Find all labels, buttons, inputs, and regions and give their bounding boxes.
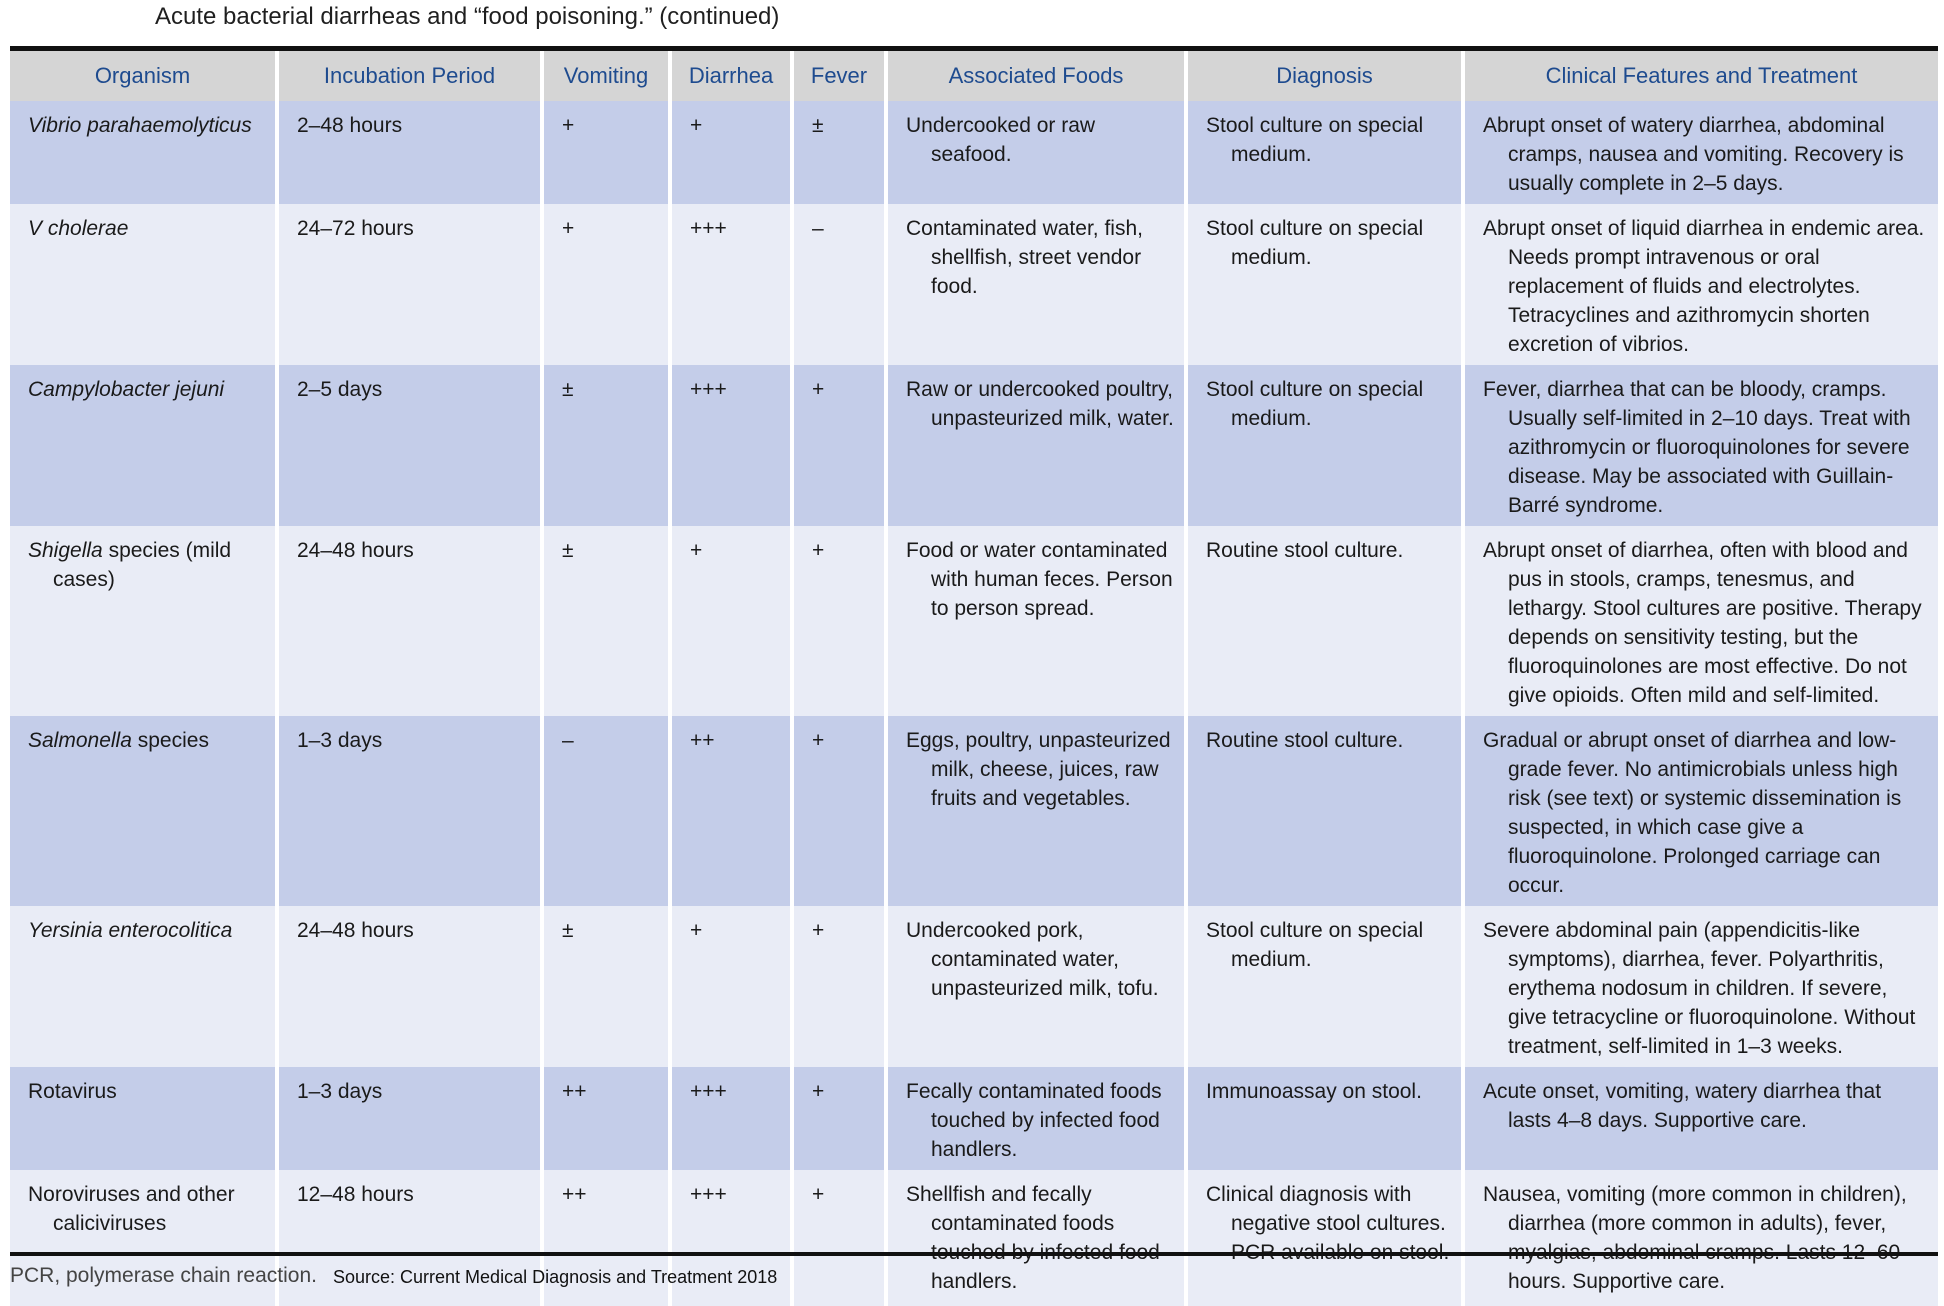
vomiting-cell: – (542, 716, 670, 906)
diagnosis-cell (1186, 716, 1463, 906)
clinical-text: Nausea, vomiting (more common in children), diarrhea (more common in adults), fever, hours. Supportive care. (1483, 1183, 1907, 1293)
clinical-text: Abrupt onset of liquid diarrhea in endemic area. Needs prompt intravenous or oral replacement of fluids and electrolytes. Tetracyclines and azithromycin shorten excretion of vibrios. (1483, 217, 1925, 356)
incubation-cell: 1–3 days (277, 716, 542, 906)
table-row (10, 101, 1938, 204)
clinical-cell (1463, 906, 1938, 1067)
diagnosis-text: Routine stool culture. (1206, 729, 1404, 752)
foods-cell (886, 101, 1186, 204)
diarrhea-cell: + (670, 101, 792, 204)
fever-cell: ± (792, 101, 886, 204)
table-row (10, 526, 1938, 716)
foods-text: Undercooked pork, contaminated water, unpasteurized milk, tofu. (906, 919, 1159, 1000)
diagnosis-text: Routine stool culture. (1206, 539, 1404, 562)
diarrhea-cell: +++ (670, 365, 792, 526)
clinical-cell (1463, 526, 1938, 716)
foods-text: Food or water contaminated with human feces. Person to person spread. (906, 539, 1173, 620)
clinical-text: Abrupt onset of watery diarrhea, abdominal cramps, nausea and vomiting. Recovery is usually complete in 2–5 days. (1483, 114, 1904, 195)
diagnosis-cell (1186, 526, 1463, 716)
foods-cell (886, 716, 1186, 906)
diarrhea-cell: + (670, 906, 792, 1067)
header-diagnosis: Diagnosis (1186, 51, 1463, 101)
organism-cell (10, 716, 277, 906)
incubation-cell: 2–5 days (277, 365, 542, 526)
fever-cell: + (792, 526, 886, 716)
organism-italic: Campylobacter jejuni (28, 378, 225, 401)
header-diarrhea: Diarrhea (670, 51, 792, 101)
diagnosis-cell (1186, 101, 1463, 204)
incubation-cell: 12–48 hours (277, 1170, 542, 1306)
vomiting-cell: ++ (542, 1067, 670, 1170)
diagnosis-text: Stool culture on special medium. (1206, 378, 1424, 430)
vomiting-cell: ± (542, 365, 670, 526)
foods-cell (886, 204, 1186, 365)
clinical-cell (1463, 365, 1938, 526)
clinical-cell (1463, 716, 1938, 906)
fever-cell: + (792, 716, 886, 906)
footnote: PCR, polymerase chain reaction. (10, 1264, 317, 1287)
diagnosis-text: Clinical diagnosis with negative stool cultures. (1206, 1183, 1446, 1235)
diagnosis-text: Stool culture on special medium. (1206, 217, 1424, 269)
organism-rest: Rotavirus (28, 1080, 117, 1103)
foods-cell (886, 1067, 1186, 1170)
clinical-text: Gradual or abrupt onset of diarrhea and low-grade fever. No antimicrobials unless high risk (see text) or systemic dissemination is suspected, in which case give a fluoroquinolone. Prolonged carriage can occur. (1483, 729, 1902, 897)
clinical-cell (1463, 1067, 1938, 1170)
foods-cell (886, 906, 1186, 1067)
foods-text: Shellfish and fecally contaminated foods handlers. (906, 1183, 1115, 1293)
diagnosis-cell (1186, 365, 1463, 526)
incubation-cell: 1–3 days (277, 1067, 542, 1170)
vomiting-cell: + (542, 101, 670, 204)
source-credit: Source: Current Medical Diagnosis and Treatment 2018 (333, 1267, 778, 1287)
clinical-text: Fever, diarrhea that can be bloody, cramps. Usually self-limited in 2–10 days. Treat with azithromycin or fluoroquinolones for severe disease. May be associated with Guillain-Barré syndrome. (1483, 378, 1911, 517)
diagnosis-cell (1186, 1170, 1463, 1306)
organism-italic: Salmonella (28, 729, 132, 752)
diarrhea-cell: +++ (670, 204, 792, 365)
incubation-cell: 24–72 hours (277, 204, 542, 365)
clinical-text: Abrupt onset of diarrhea, often with blood and pus in stools, cramps, tenesmus, and lethargy. Stool cultures are positive. Therapy depends on sensitivity testing, but the fluoroquinolones are most effective. Do not give opioids. Often mild and self-limited. (1483, 539, 1922, 707)
header-foods: Associated Foods (886, 51, 1186, 101)
foods-text: Eggs, poultry, unpasteurized milk, cheese, juices, raw fruits and vegetables. (906, 729, 1171, 810)
diarrhea-cell: + (670, 526, 792, 716)
header-clinical: Clinical Features and Treatment (1463, 51, 1938, 101)
diagnosis-cell (1186, 1067, 1463, 1170)
diagnosis-cell (1186, 906, 1463, 1067)
diarrhea-cell: ++ (670, 716, 792, 906)
table-title: Acute bacterial diarrheas and “food poisoning.” (continued) (155, 3, 780, 30)
organism-italic: Yersinia enterocolitica (28, 919, 233, 942)
organism-cell (10, 906, 277, 1067)
header-organism: Organism (10, 51, 277, 101)
clinical-cell (1463, 1170, 1938, 1306)
bottom-rule (10, 1252, 1938, 1256)
diagnosis-text: Stool culture on special medium. (1206, 919, 1424, 971)
vomiting-cell: + (542, 204, 670, 365)
fever-cell: – (792, 204, 886, 365)
vomiting-cell: ++ (542, 1170, 670, 1306)
incubation-cell: 2–48 hours (277, 101, 542, 204)
table-row (10, 365, 1938, 526)
organism-cell (10, 526, 277, 716)
table-row (10, 716, 1938, 906)
diarrhea-cell: +++ (670, 1170, 792, 1306)
table-row (10, 1067, 1938, 1170)
foods-text: Undercooked or raw seafood. (906, 114, 1096, 166)
organism-rest: species (131, 729, 209, 752)
fever-cell: + (792, 906, 886, 1067)
clinical-cell (1463, 204, 1938, 365)
vomiting-cell: ± (542, 906, 670, 1067)
organism-italic: V cholerae (28, 217, 129, 240)
foods-cell (886, 526, 1186, 716)
diagnosis-cell (1186, 204, 1463, 365)
foods-text: Raw or undercooked poultry, unpasteurized milk, water. (906, 378, 1174, 430)
table-row (10, 204, 1938, 365)
fever-cell: + (792, 1170, 886, 1306)
organism-cell (10, 365, 277, 526)
diagnosis-text: Stool culture on special medium. (1206, 114, 1424, 166)
foods-cell (886, 365, 1186, 526)
clinical-cell (1463, 101, 1938, 204)
organism-cell (10, 1067, 277, 1170)
foods-cell (886, 1170, 1186, 1306)
diarrhea-table (10, 51, 1938, 1306)
incubation-cell: 24–48 hours (277, 526, 542, 716)
fever-cell: + (792, 365, 886, 526)
fever-cell: + (792, 1067, 886, 1170)
header-vomiting: Vomiting (542, 51, 670, 101)
organism-rest: species (mild cases) (53, 539, 232, 591)
organism-cell (10, 204, 277, 365)
vomiting-cell: ± (542, 526, 670, 716)
diarrhea-cell: +++ (670, 1067, 792, 1170)
organism-italic: Vibrio parahaemolyticus (28, 114, 252, 137)
clinical-text: Severe abdominal pain (appendicitis-like symptoms), diarrhea, fever. Polyarthritis, erythema nodosum in children. If severe, give tetracycline or fluoroquinolone. Without treatment, self-limited in 1–3 weeks. (1483, 919, 1916, 1058)
organism-italic: Shigella (28, 539, 103, 562)
foods-text: Fecally contaminated foods touched by infected food handlers. (906, 1080, 1162, 1161)
clinical-text: Acute onset, vomiting, watery diarrhea that lasts 4–8 days. Supportive care. (1483, 1080, 1882, 1132)
foods-text: Contaminated water, fish, shellfish, street vendor food. (906, 217, 1143, 298)
incubation-cell: 24–48 hours (277, 906, 542, 1067)
diagnosis-text: Immunoassay on stool. (1206, 1080, 1422, 1103)
organism-rest: Noroviruses and other caliciviruses (28, 1183, 235, 1235)
header-incubation: Incubation Period (277, 51, 542, 101)
header-row (10, 51, 1938, 101)
table-row (10, 906, 1938, 1067)
organism-cell (10, 101, 277, 204)
header-fever: Fever (792, 51, 886, 101)
